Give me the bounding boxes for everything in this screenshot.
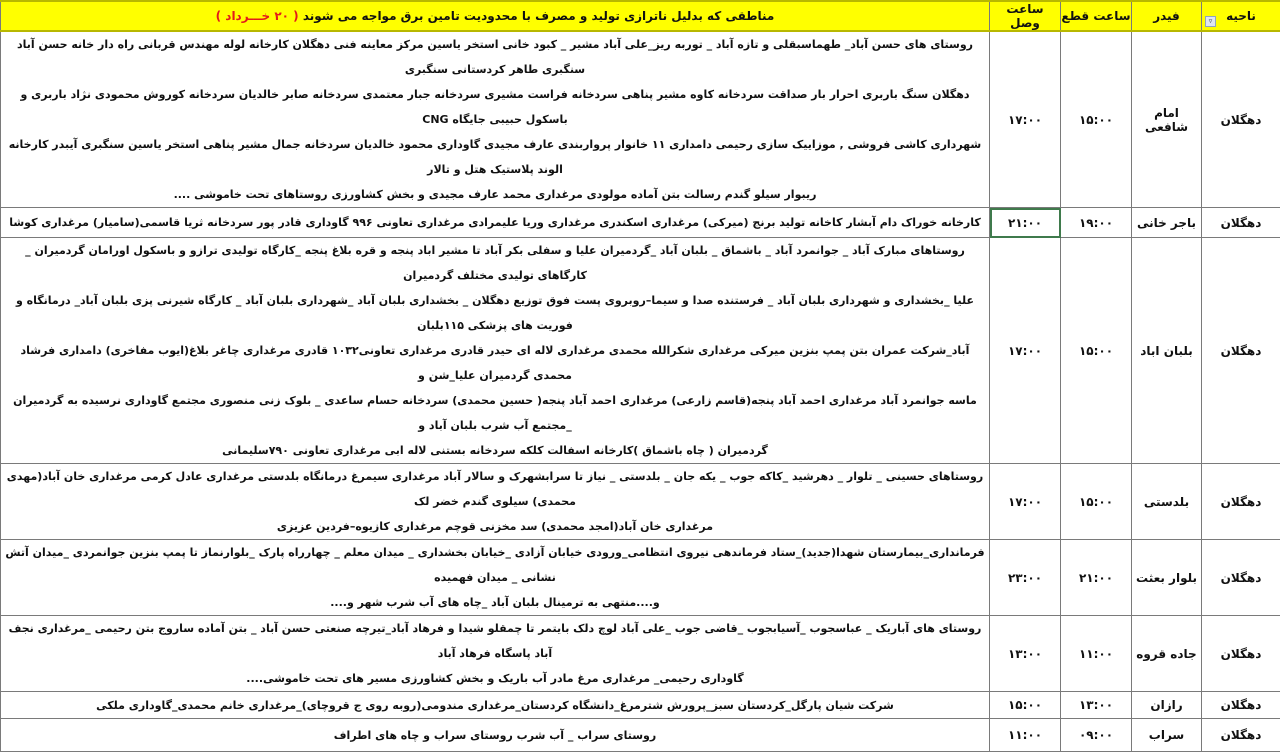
cell-feeder[interactable]: جاده قروه <box>1132 616 1202 692</box>
header-title[interactable] <box>1 1 990 31</box>
desc-line: دهگلان سنگ باربری احرار بار صداقت سردخانه کاوه مشیر پناهی سردخانه فراست مشیری سردخانه جبار معتمدی سردخانه صابر خالدیان سردخانه کوروش محمودی نژاد باربری و باسکول حبیبی جایگاه CNG <box>1 82 989 132</box>
cell-connect-time[interactable]: ۲۳:۰۰ <box>990 540 1061 616</box>
cell-area[interactable]: دهگلان <box>1202 719 1280 752</box>
cell-cut-time[interactable]: ۱۹:۰۰ <box>1061 208 1132 238</box>
table-row <box>1 238 1280 464</box>
cell-affected-areas[interactable] <box>1 31 990 208</box>
cell-feeder[interactable]: سراب <box>1132 719 1202 752</box>
cell-area[interactable]: دهگلان <box>1202 31 1280 208</box>
cell-connect-time[interactable]: ۱۵:۰۰ <box>990 692 1061 719</box>
cell-connect-time[interactable]: ۱۷:۰۰ <box>990 464 1061 540</box>
table-row <box>1 719 1280 752</box>
cell-feeder[interactable]: بلدستی <box>1132 464 1202 540</box>
header-cut-time[interactable]: ساعت قطع <box>1061 1 1132 31</box>
cell-connect-time[interactable]: ۱۷:۰۰ <box>990 238 1061 464</box>
cell-connect-time[interactable]: ۱۱:۰۰ <box>990 719 1061 752</box>
header-connect-time[interactable]: ساعت وصل <box>990 1 1061 31</box>
cell-cut-time[interactable]: ۲۱:۰۰ <box>1061 540 1132 616</box>
cell-cut-time[interactable]: ۱۵:۰۰ <box>1061 464 1132 540</box>
cell-affected-areas[interactable] <box>1 540 990 616</box>
cell-affected-areas[interactable] <box>1 464 990 540</box>
cell-connect-time[interactable]: ۱۷:۰۰ <box>990 31 1061 208</box>
cell-feeder[interactable]: بلوار بعثت <box>1132 540 1202 616</box>
filter-dropdown-icon[interactable]: ▿ <box>1205 16 1216 27</box>
title-text: مناطقی که بدلیل ناترازی تولید و مصرف با محدودیت تامین برق مواجه می شوند <box>303 9 775 23</box>
cell-feeder[interactable]: باجر خانی <box>1132 208 1202 238</box>
title-date: ( ۲۰ خـــرداد ) <box>216 9 299 23</box>
desc-line: گاوداری رحیمی_ مرغداری مرغ مادر آب باریک و بخش کشاورزی مسیر های تحت خاموشی.... <box>1 666 989 691</box>
desc-line: روستاهای حسینی _ تلوار _ دهرشید _کاکه جوب _ یکه جان _ بلدستی _ نیاز تا سرابشهرک و سالار آباد مرغداری سیمرغ درمانگاه بلدستی مرغداری عادل کرمی مرغداری خان آباد(مهدی محمدی) سیلوی گندم خضر لک <box>1 464 989 514</box>
table-row <box>1 692 1280 719</box>
desc-line: علیا _بخشداری و شهرداری بلبان آباد _ فرستنده صدا و سیما–روبروی پست فوق توزیع دهگلان _ بخشداری بلبان آباد _شهرداری بلبان آباد _ کارگاه شیرنی پزی بلبان آباد_ درمانگاه و فوریت های پزشکی ۱۱۵بلبان <box>1 288 989 338</box>
cell-affected-areas[interactable] <box>1 238 990 464</box>
desc-line: روستای های آباریک _ عباسجوب _آسیابجوب _قاضی جوب _علی آباد لوچ دلک بایتمر تا چمقلو شیدا و فرهاد آباد_تیرچه صنعتی حسن آباد _ بتن آماده ساروج بتن رحیمی _مرغداری نجف آباد پاسگاه فرهاد آباد <box>1 616 989 666</box>
cell-cut-time[interactable]: ۱۳:۰۰ <box>1061 692 1132 719</box>
desc-line: فرمانداری_بیمارستان شهدا(جدید)_ستاد فرماندهی نیروی انتظامی_ورودی خیابان آزادی _خیابان بخشداری _ میدان معلم _ چهارراه پارک _بلوارنماز تا پمپ بنزین جوانمردی _میدان آتش نشانی _ میدان فهمیده <box>1 540 989 590</box>
cell-feeder[interactable]: امام شافعی <box>1132 31 1202 208</box>
cell-feeder[interactable]: بلبان اباد <box>1132 238 1202 464</box>
table-row <box>1 31 1280 208</box>
desc-line: مرغداری خان آباد(امجد محمدی) سد مخزنی قوچم مرغداری کازیوه–فردین عزیزی <box>1 514 989 539</box>
cell-area[interactable]: دهگلان <box>1202 464 1280 540</box>
desc-line: شهرداری کاشی فروشی , موزاییک سازی رحیمی دامداری ۱۱ خانوار پرواربندی عارف مجیدی گاوداری محمود خالدیان سردخانه جمال مشیر پناهی استخر یاسین سنگبری آیبدر کارخانه الوند پلاستیک هتل و تالار <box>1 132 989 182</box>
desc-line: کارخانه خوراک دام آبشار کاخانه تولید برنج (میرکی) مرغداری اسکندری مرغداری وریا علیمرادی مرغداری تعاونی ۹۹۶ گاوداری قادر پور سردخانه ثریا قاسمی(سامیار) مرغداری کوشا <box>1 210 989 235</box>
cell-affected-areas[interactable] <box>1 692 990 719</box>
cell-cut-time[interactable]: ۱۱:۰۰ <box>1061 616 1132 692</box>
cell-connect-time-selected[interactable]: ۲۱:۰۰ <box>990 208 1061 238</box>
desc-line: شرکت شیان پارگل_کردستان سبز_پرورش شترمرغ_دانشگاه کردستان_مرغداری مندومی(روبه روی ج قروچای)_مرغداری خانم محمدی_گاوداری ملکی <box>1 693 989 718</box>
desc-line: ریبوار سیلو گندم رسالت بتن آماده مولودی مرغداری محمد عارف مجیدی و بخش کشاورزی روستاهای تحت خاموشی .... <box>1 182 989 207</box>
cell-area[interactable]: دهگلان <box>1202 540 1280 616</box>
cell-cut-time[interactable]: ۰۹:۰۰ <box>1061 719 1132 752</box>
cell-connect-time[interactable]: ۱۳:۰۰ <box>990 616 1061 692</box>
header-feeder[interactable]: فیدر <box>1132 1 1202 31</box>
cell-affected-areas[interactable] <box>1 208 990 238</box>
table-row <box>1 616 1280 692</box>
table-row <box>1 540 1280 616</box>
desc-line: آباد_شرکت عمران بتن پمپ بنزین میرکی مرغداری شکرالله محمدی مرغداری لاله ای حیدر قادری مرغداری تعاونی۱۰۳۲ قادری مرغداری چاغر بلاغ(ایوب مفاخری) دامداری فرشاد محمدی گردمیران علیا_شن و <box>1 338 989 388</box>
cell-cut-time[interactable]: ۱۵:۰۰ <box>1061 238 1132 464</box>
cell-affected-areas[interactable] <box>1 616 990 692</box>
cell-area[interactable]: دهگلان <box>1202 208 1280 238</box>
header-area-label: ناحیه <box>1226 9 1256 23</box>
desc-line: گردمیران ( چاه باشماق )کارخانه اسفالت کلکه سردخانه بستنی لاله ابی مرغداری تعاونی ۷۹۰سلیمانی <box>1 438 989 463</box>
cell-cut-time[interactable]: ۱۵:۰۰ <box>1061 31 1132 208</box>
cell-area[interactable]: دهگلان <box>1202 692 1280 719</box>
desc-line: روستای های حسن آباد_ طهماسبقلی و تازه آباد _ توربه ریز_علی آباد مشیر _ کبود خانی استخر یاسین مرکز معاینه فنی دهگلان کارخانه لوله مهندس قربانی راه دار خانه حسن آباد سنگبری طاهر کردستانی سنگبری <box>1 32 989 82</box>
desc-line: و....منتهی به ترمینال بلبان آباد _چاه های آب شرب شهر و.... <box>1 590 989 615</box>
desc-line: روستاهای مبارک آباد _ جوانمرد آباد _ باشماق _ بلبان آباد _گردمیران علیا و سفلی بکر آباد تا مشیر اباد پنجه و قره بلاغ پنجه _کارگاه تولیدی ترازو و باسکول اورامان گردمیران _ کارگاهای تولیدی مختلف گردمیران <box>1 238 989 288</box>
cell-area[interactable]: دهگلان <box>1202 616 1280 692</box>
table-row <box>1 464 1280 540</box>
table-row <box>1 208 1280 238</box>
cell-area[interactable]: دهگلان <box>1202 238 1280 464</box>
desc-line: ماسه جوانمرد آباد مرغداری احمد آباد پنجه(قاسم زارعی) مرغداری احمد آباد پنجه( حسین محمدی) سردخانه حسام ساعدی _ بلوک زنی منصوری مجتمع گاوداری نرسیده به گردمیران _مجتمع آب شرب بلبان آباد و <box>1 388 989 438</box>
desc-line: روستای سراب _ آب شرب روستای سراب و چاه های اطراف <box>1 723 989 748</box>
header-row <box>1 1 1280 31</box>
header-area[interactable] <box>1202 1 1280 31</box>
cell-affected-areas[interactable] <box>1 719 990 752</box>
cell-feeder[interactable]: رازان <box>1132 692 1202 719</box>
